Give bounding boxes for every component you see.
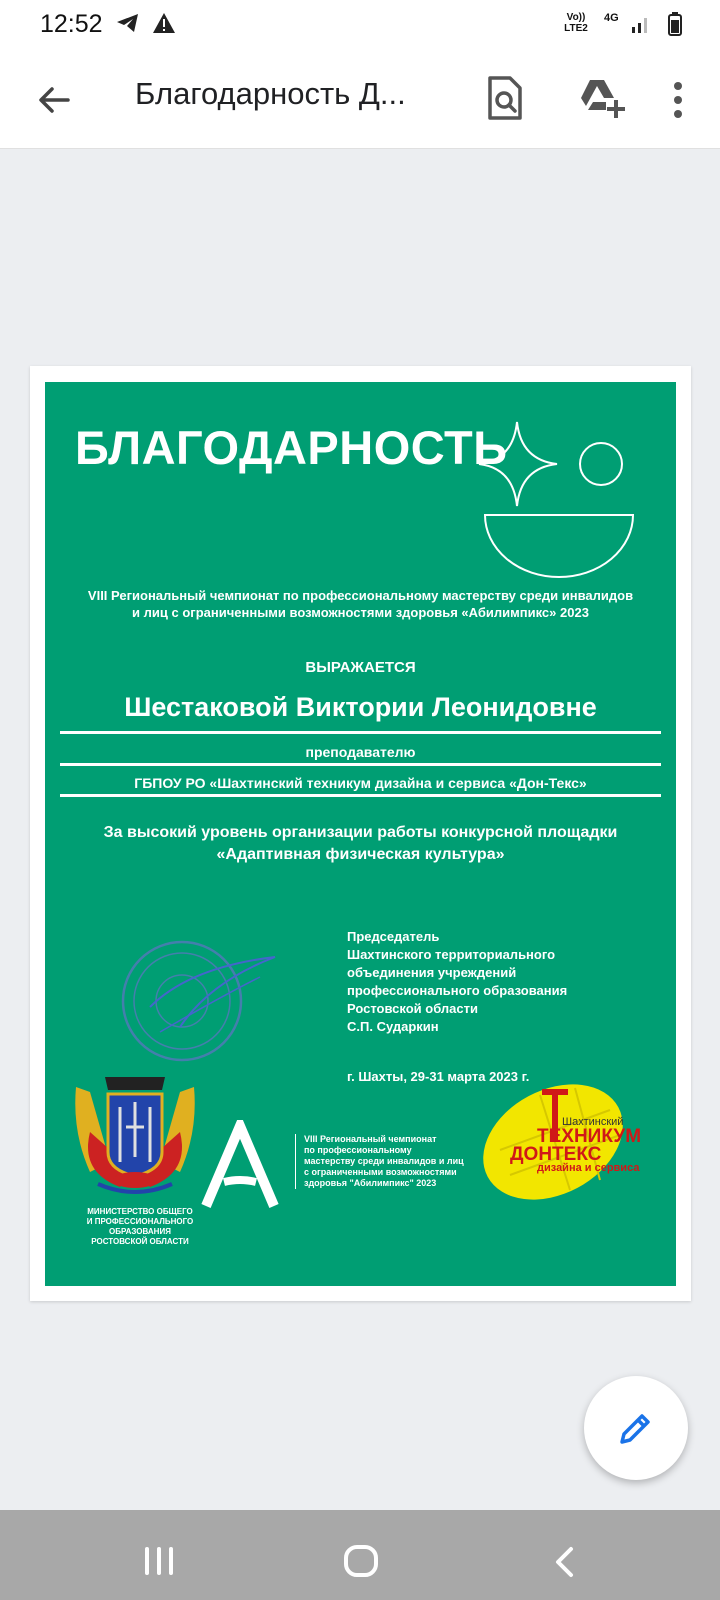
status-bar [0,0,720,48]
divider [60,763,661,766]
certificate [45,382,676,1286]
abilympics-line: здоровья "Абилимпикс" 2023 [304,1178,437,1188]
divider [60,731,661,734]
expresses-label: ВЫРАЖАЕТСЯ [305,659,416,676]
certificate-heading: БЛАГОДАРНОСТЬ [75,421,508,474]
add-to-drive-button[interactable] [576,76,626,120]
technikum-logo-text: ТЕХНИКУМ [537,1126,642,1147]
official-stamp-icon [120,937,280,1067]
recipient-position: преподавателю [305,744,416,760]
notification-icons [116,12,176,39]
ministry-caption [70,1207,210,1247]
technikum-logo-text: дизайна и сервиса [537,1162,640,1174]
volte-indicator: Vo)) [566,12,586,23]
abilympics-caption [295,1134,469,1189]
recipient-organization: ГБПОУ РО «Шахтинский техникум дизайна и сервиса «Дон-Текс» [134,775,587,791]
find-in-document-button[interactable] [485,74,525,122]
more-vert-icon [668,78,688,122]
edit-button[interactable] [584,1376,688,1480]
abilympics-line: по профессиональному [304,1145,412,1155]
signer-name: С.П. Сударкин [347,1019,439,1034]
navigation-bar [0,1510,720,1600]
document-page[interactable] [30,366,691,1301]
more-options-button[interactable] [668,78,688,122]
edit-pencil-icon [618,1410,654,1446]
signer-line: Шахтинского территориального [347,947,556,962]
abilympics-line: VIII Региональный чемпионат [304,1134,437,1144]
telegram-icon [116,12,140,34]
recents-icon[interactable] [143,1546,175,1576]
ministry-line: МИНИСТЕРСТВО ОБЩЕГО [87,1207,193,1216]
coat-of-arms-icon [70,1072,200,1202]
abilympics-line: с ограниченными возможностями [304,1167,457,1177]
back-arrow-icon [34,80,74,120]
recipient-name: Шестаковой Виктории Леонидовне [124,692,597,722]
ministry-line: ОБРАЗОВАНИЯ [109,1227,171,1236]
home-icon[interactable] [343,1544,379,1578]
signer-line: Председатель [347,929,440,944]
signer-line: объединения учреждений [347,965,517,980]
event-description [65,587,656,621]
warning-icon [152,12,176,34]
battery-icon [668,12,682,36]
signer-line: Ростовской области [347,1001,478,1016]
status-time: 12:52 [40,10,103,38]
reason-line: За высокий уровень организации работы конкурсной площадки [103,824,618,841]
back-button[interactable] [34,80,74,120]
abilympics-line: мастерству среди инвалидов и лиц [304,1156,464,1166]
find-in-document-icon [485,74,525,122]
event-line: и лиц с ограниченными возможностями здоровья «Абилимпикс» 2023 [132,605,589,620]
add-to-drive-icon [576,76,626,120]
document-title: Благодарность Д... [135,76,406,111]
place-date: г. Шахты, 29-31 марта 2023 г. [347,1069,530,1084]
ministry-line: РОСТОВСКОЙ ОБЛАСТИ [91,1237,189,1246]
award-reason [65,822,656,866]
technikum-logo-text: Шахтинский [562,1116,624,1128]
divider [60,794,661,797]
signer-block [347,928,647,1036]
signal-icon [630,12,652,34]
technikum-logo-text: ДОНТЕКС [510,1144,602,1165]
ministry-line: И ПРОФЕССИОНАЛЬНОГО [86,1217,194,1226]
back-icon[interactable] [553,1546,575,1578]
reason-line: «Адаптивная физическая культура» [216,846,505,863]
signer-line: профессионального образования [347,983,568,998]
event-line: VIII Региональный чемпионат по профессиональному мастерству среди инвалидов [87,588,634,603]
lte-indicator: LTE2 [564,23,588,34]
app-bar [0,48,720,149]
network-type: 4G [604,12,619,24]
decorative-star-icon [475,420,655,590]
abilympics-logo-icon [200,1120,280,1210]
